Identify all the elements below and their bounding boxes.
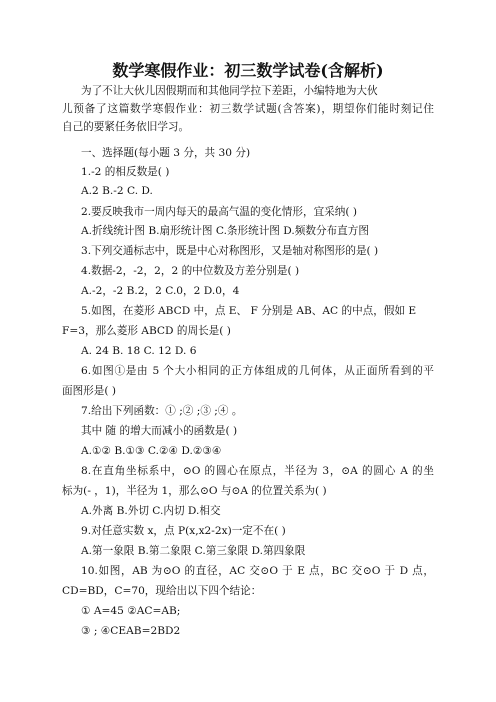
question-7: 7.给出下列函数：① ;② ;③ ;④ 。 bbox=[81, 405, 243, 417]
document-title: 数学寒假作业：初三数学试卷(含解析) bbox=[112, 61, 384, 80]
question-7-cont: 其中 随 的增大而减小的函数是( ) bbox=[81, 425, 238, 437]
question-8: 8.在直角坐标系中，⊙O 的圆心在原点，半径为 3，⊙A 的圆心 A 的坐 bbox=[81, 465, 434, 477]
question-1-options: A.2 B.-2 C. D. bbox=[81, 185, 153, 197]
question-4: 4.数据-2，-2，2，2 的中位数及方差分别是( ) bbox=[81, 265, 300, 277]
question-10: 10.如图，AB 为⊙O 的直径，AC 交⊙O 于 E 点，BC 交⊙O 于 D 点， bbox=[81, 565, 434, 577]
question-8-options: A.外离 B.外切 C.内切 D.相交 bbox=[81, 505, 221, 517]
question-4-options: A.-2，-2 B.2，2 C.0，2 D.0，4 bbox=[81, 285, 240, 297]
intro-line-3: 自己的要紧任务依旧学习。 bbox=[62, 121, 190, 133]
question-9-options: A.第一象限 B.第二象限 C.第三象限 D.第四象限 bbox=[81, 545, 306, 557]
question-10-item-2: ③ ; ④CEAB=2BD2 bbox=[81, 625, 181, 637]
question-2-options: A.折线统计图 B.扇形统计图 C.条形统计图 D.频数分布直方图 bbox=[81, 225, 369, 237]
question-9: 9.对任意实数 x，点 P(x,x2-2x)一定不在( ) bbox=[81, 525, 286, 537]
question-5-options: A. 24 B. 18 C. 12 D. 6 bbox=[81, 345, 197, 357]
question-5: 5.如图，在菱形 ABCD 中，点 E、 F 分别是 AB、AC 的中点，假如 E bbox=[81, 305, 417, 317]
intro-line-2: 儿预备了这篇数学寒假作业：初三数学试题(含答案)，期望你们能时刻记住 bbox=[62, 103, 434, 115]
question-3: 3.下列交通标志中，既是中心对称图形，又是轴对称图形的是( ) bbox=[81, 245, 379, 257]
question-7-options: A.①② B.①③ C.②④ D.②③④ bbox=[81, 445, 222, 457]
intro-line-1: 为了不让大伙儿因假期而和其他同学拉下差距，小编特地为大伙 bbox=[81, 85, 378, 97]
section-heading: 一、选择题(每小题 3 分，共 30 分) bbox=[81, 147, 251, 159]
question-1: 1.-2 的相反数是( ) bbox=[81, 166, 170, 178]
question-8-cont: 标为(- ，1)，半径为 1，那么⊙O 与⊙A 的位置关系为( ) bbox=[62, 485, 327, 497]
question-6: 6.如图①是由 5 个大小相同的正方体组成的几何体，从正面所看到的平 bbox=[81, 365, 434, 377]
question-2: 2.要反映我市一周内每天的最高气温的变化情形，宜采纳( ) bbox=[81, 206, 357, 218]
question-6-cont: 面图形是( ) bbox=[62, 385, 117, 397]
question-5-cont: F=3，那么菱形 ABCD 的周长是( ) bbox=[62, 325, 231, 337]
question-10-cont: CD=BD，C=70，现给出以下四个结论： bbox=[62, 585, 262, 597]
question-10-item-1: ① A=45 ②AC=AB; bbox=[81, 605, 181, 617]
